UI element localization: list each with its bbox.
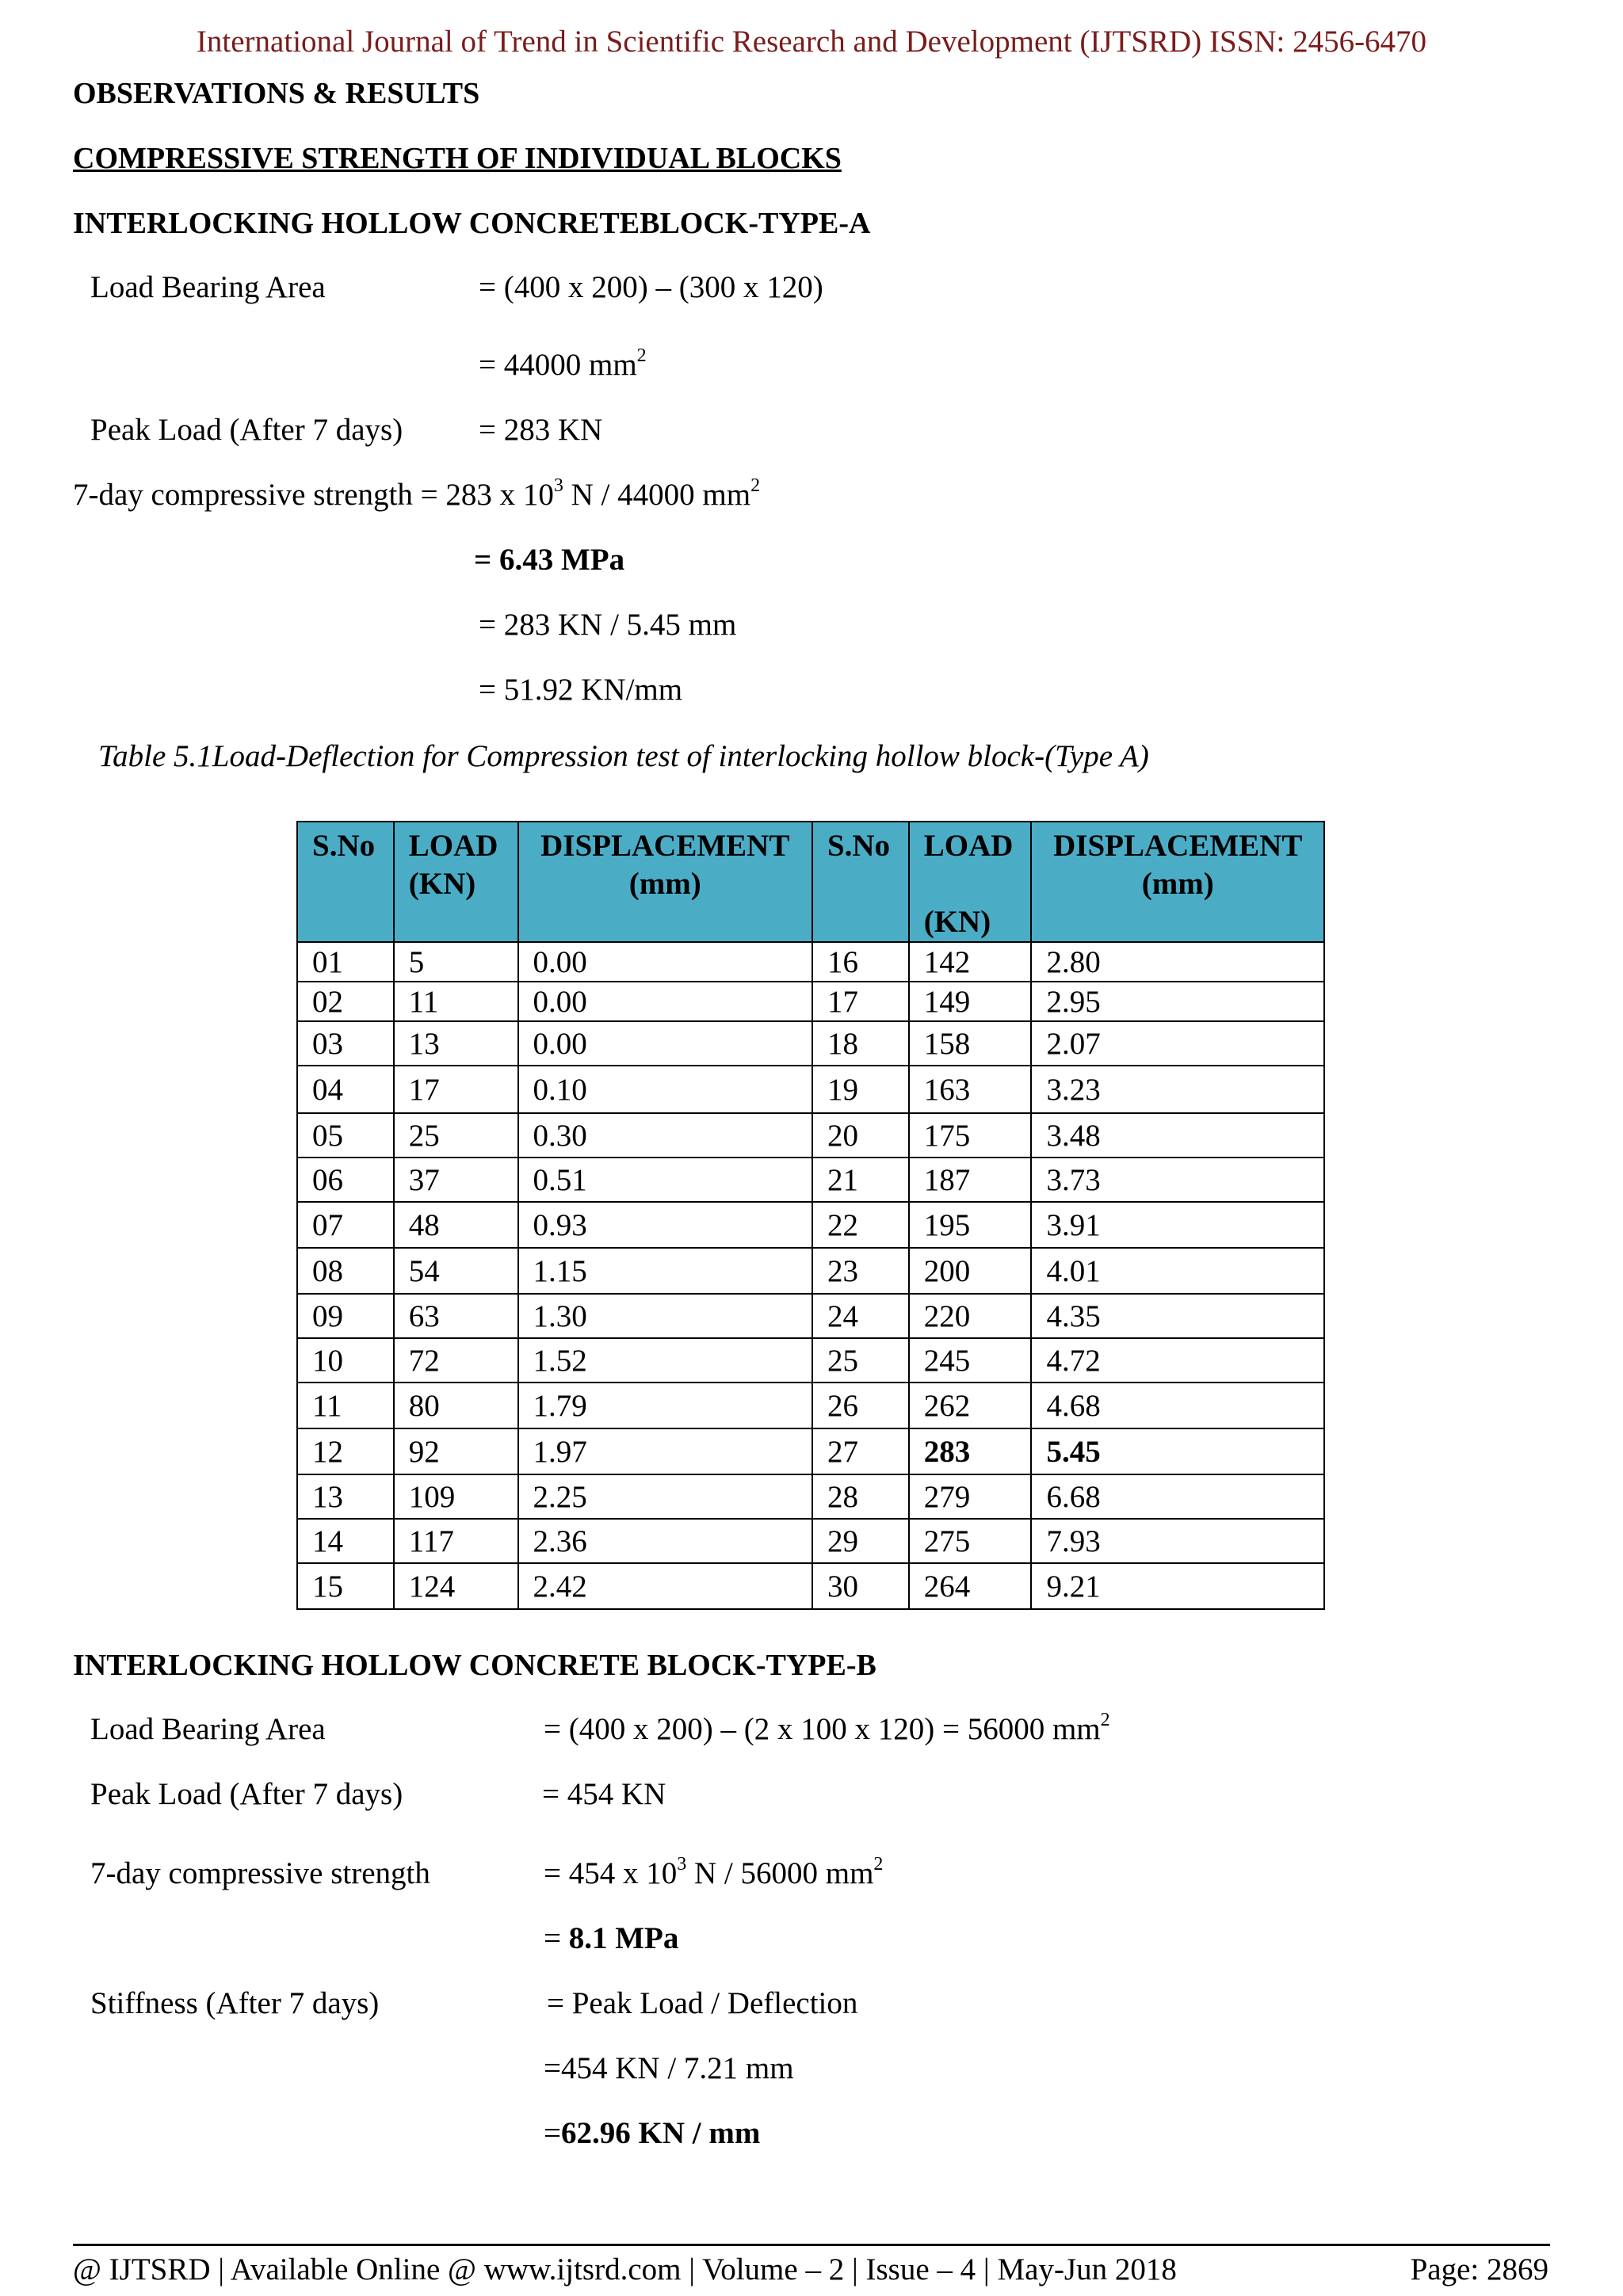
table-cell: 3.23: [1031, 1066, 1324, 1113]
type-a-area-value: = (400 x 200) – (300 x 120): [479, 270, 823, 304]
table-row: [297, 1248, 1324, 1294]
table-header-row: [297, 822, 1324, 942]
section-heading-observations: OBSERVATIONS & RESULTS: [73, 77, 480, 110]
footer-divider: [73, 2244, 1550, 2246]
type-a-area-result: = 44000 $mm^2$: [479, 345, 647, 382]
table-cell: 02: [297, 982, 394, 1021]
table-cell: 117: [394, 1519, 518, 1563]
table-cell: 109: [394, 1474, 518, 1519]
table-cell: 48: [394, 1202, 518, 1248]
table-cell: 142: [909, 942, 1032, 982]
table-cell: 2.42: [518, 1563, 812, 1609]
type-a-peak-label: Peak Load (After 7 days): [90, 413, 403, 447]
col-header-displacement: DISPLACEMENT (mm): [518, 822, 812, 942]
table-cell: 12: [297, 1428, 394, 1474]
table-cell: 14: [297, 1519, 394, 1563]
table-cell: 0.00: [518, 1021, 812, 1066]
table-cell: 0.00: [518, 942, 812, 982]
table-cell: 3.48: [1031, 1113, 1324, 1158]
table-cell: 275: [909, 1519, 1032, 1563]
table-cell: 220: [909, 1294, 1032, 1338]
table-cell: 158: [909, 1021, 1032, 1066]
table-row: [297, 1338, 1324, 1383]
table-row: [297, 1383, 1324, 1428]
table-cell: 19: [812, 1066, 909, 1113]
table-cell: 2.07: [1031, 1021, 1324, 1066]
table-cell: 22: [812, 1202, 909, 1248]
table-cell: 18: [812, 1021, 909, 1066]
type-b-area-value: = (400 x 200) – (2 x 100 x 120) = 56000 $mm^2$: [544, 1710, 1110, 1746]
type-a-strength-result: = 6.43 MPa: [474, 543, 625, 577]
table-cell: 3.73: [1031, 1158, 1324, 1202]
type-a-stiffness-calc: = 283 KN / 5.45 mm: [479, 608, 737, 642]
type-a-strength-formula: 7-day compressive strength = 283 x $10^3$ N / 44000 $mm^2$: [73, 475, 761, 512]
table-cell: 163: [909, 1066, 1032, 1113]
table-row: [297, 982, 1324, 1021]
table-cell: 2.80: [1031, 942, 1324, 982]
table-cell: 15: [297, 1563, 394, 1609]
superscript: 2: [636, 345, 647, 366]
table-cell: 13: [297, 1474, 394, 1519]
table-cell: 05: [297, 1113, 394, 1158]
table-cell: 06: [297, 1158, 394, 1202]
table-row: [297, 1294, 1324, 1338]
table-cell: 264: [909, 1563, 1032, 1609]
table-cell: 5: [394, 942, 518, 982]
type-a-area-label: Load Bearing Area: [90, 270, 326, 304]
table-cell: 11: [297, 1383, 394, 1428]
table-cell: 0.51: [518, 1158, 812, 1202]
table-cell: 9.21: [1031, 1563, 1324, 1609]
table-cell: 37: [394, 1158, 518, 1202]
table-cell: 72: [394, 1338, 518, 1383]
table-cell: 11: [394, 982, 518, 1021]
table-cell: 262: [909, 1383, 1032, 1428]
table-row: [297, 942, 1324, 982]
type-b-stiffness-label: Stiffness (After 7 days): [90, 1986, 380, 2020]
table-cell: 195: [909, 1202, 1032, 1248]
table-cell: 03: [297, 1021, 394, 1066]
table-row: [297, 1202, 1324, 1248]
table-cell: 07: [297, 1202, 394, 1248]
table-cell: 10: [297, 1338, 394, 1383]
table-cell: 1.97: [518, 1428, 812, 1474]
col-header-displacement-2: DISPLACEMENT (mm): [1031, 822, 1324, 942]
table-cell: 24: [812, 1294, 909, 1338]
table-cell: 92: [394, 1428, 518, 1474]
table-cell: 245: [909, 1338, 1032, 1383]
table-cell: 13: [394, 1021, 518, 1066]
table-cell: 283: [909, 1428, 1032, 1474]
table-caption: Table 5.1Load-Deflection for Compression test of interlocking hollow block-(Type A): [98, 739, 1149, 773]
type-b-strength-result: = 8.1 MPa: [544, 1921, 679, 1955]
table-cell: 25: [812, 1338, 909, 1383]
type-b-area-label: Load Bearing Area: [90, 1712, 326, 1746]
table-cell: 80: [394, 1383, 518, 1428]
col-header-load-2: LOAD (KN): [909, 822, 1032, 942]
table-row: [297, 1428, 1324, 1474]
table-row: [297, 1113, 1324, 1158]
table-cell: 16: [812, 942, 909, 982]
table-cell: 26: [812, 1383, 909, 1428]
table-cell: 124: [394, 1563, 518, 1609]
table-cell: 27: [812, 1428, 909, 1474]
table-row: [297, 1158, 1324, 1202]
table-cell: 1.52: [518, 1338, 812, 1383]
table-cell: 1.79: [518, 1383, 812, 1428]
table-cell: 4.35: [1031, 1294, 1324, 1338]
type-b-stiffness-formula: = Peak Load / Deflection: [547, 1986, 858, 2020]
table-cell: 28: [812, 1474, 909, 1519]
table-cell: 149: [909, 982, 1032, 1021]
table-cell: 0.93: [518, 1202, 812, 1248]
table-cell: 54: [394, 1248, 518, 1294]
col-header-sno-2: S.No: [812, 822, 909, 942]
table-cell: 20: [812, 1113, 909, 1158]
table-cell: 30: [812, 1563, 909, 1609]
table-cell: 63: [394, 1294, 518, 1338]
table-row: [297, 1519, 1324, 1563]
section-heading-type-a: INTERLOCKING HOLLOW CONCRETEBLOCK-TYPE-A: [73, 207, 871, 240]
table-cell: 0.10: [518, 1066, 812, 1113]
table-cell: 0.30: [518, 1113, 812, 1158]
footer-page-number: Page: 2869: [1410, 2252, 1549, 2286]
table-cell: 1.30: [518, 1294, 812, 1338]
type-a-peak-value: = 283 KN: [479, 413, 603, 447]
type-b-stiffness-result: =62.96 KN / mm: [544, 2116, 761, 2150]
table-cell: 21: [812, 1158, 909, 1202]
section-heading-type-b: INTERLOCKING HOLLOW CONCRETE BLOCK-TYPE-B: [73, 1649, 876, 1682]
table-row: [297, 1021, 1324, 1066]
table-cell: 2.95: [1031, 982, 1324, 1021]
table-cell: 7.93: [1031, 1519, 1324, 1563]
table-cell: 6.68: [1031, 1474, 1324, 1519]
journal-header: International Journal of Trend in Scientific Research and Development (IJTSRD) ISSN: 2456-6470: [196, 25, 1427, 59]
type-b-peak-label: Peak Load (After 7 days): [90, 1777, 403, 1811]
table-cell: 17: [812, 982, 909, 1021]
table-cell: 29: [812, 1519, 909, 1563]
table-row: [297, 1474, 1324, 1519]
table-cell: 01: [297, 942, 394, 982]
type-b-strength-formula: = 454 x $10^3$ N / 56000 $mm^2$: [544, 1854, 884, 1890]
table-cell: 3.91: [1031, 1202, 1324, 1248]
table-cell: 200: [909, 1248, 1032, 1294]
table-cell: 2.36: [518, 1519, 812, 1563]
type-b-stiffness-calc: =454 KN / 7.21 mm: [544, 2051, 794, 2085]
table-cell: 04: [297, 1066, 394, 1113]
table-cell: 4.01: [1031, 1248, 1324, 1294]
table-cell: 187: [909, 1158, 1032, 1202]
load-deflection-table: [296, 821, 1325, 1610]
table-cell: 09: [297, 1294, 394, 1338]
table-row: [297, 1066, 1324, 1113]
col-header-load: LOAD (KN): [394, 822, 518, 942]
table-cell: 175: [909, 1113, 1032, 1158]
table-row: [297, 1563, 1324, 1609]
table-cell: 4.68: [1031, 1383, 1324, 1428]
type-a-stiffness-result: = 51.92 KN/mm: [479, 673, 683, 707]
type-b-strength-label: 7-day compressive strength: [90, 1856, 430, 1890]
table-cell: 25: [394, 1113, 518, 1158]
table-cell: 08: [297, 1248, 394, 1294]
table-cell: 5.45: [1031, 1428, 1324, 1474]
table-cell: 23: [812, 1248, 909, 1294]
table-cell: 279: [909, 1474, 1032, 1519]
table-cell: 17: [394, 1066, 518, 1113]
table-cell: 4.72: [1031, 1338, 1324, 1383]
col-header-sno: S.No: [297, 822, 394, 942]
table-cell: 0.00: [518, 982, 812, 1021]
footer-citation: @ IJTSRD | Available Online @ www.ijtsrd.com | Volume – 2 | Issue – 4 | May-Jun 2018: [73, 2252, 1177, 2286]
table-cell: 2.25: [518, 1474, 812, 1519]
table-cell: 1.15: [518, 1248, 812, 1294]
type-b-peak-value: = 454 KN: [542, 1777, 666, 1811]
section-heading-compressive-strength: COMPRESSIVE STRENGTH OF INDIVIDUAL BLOCKS: [73, 142, 842, 175]
